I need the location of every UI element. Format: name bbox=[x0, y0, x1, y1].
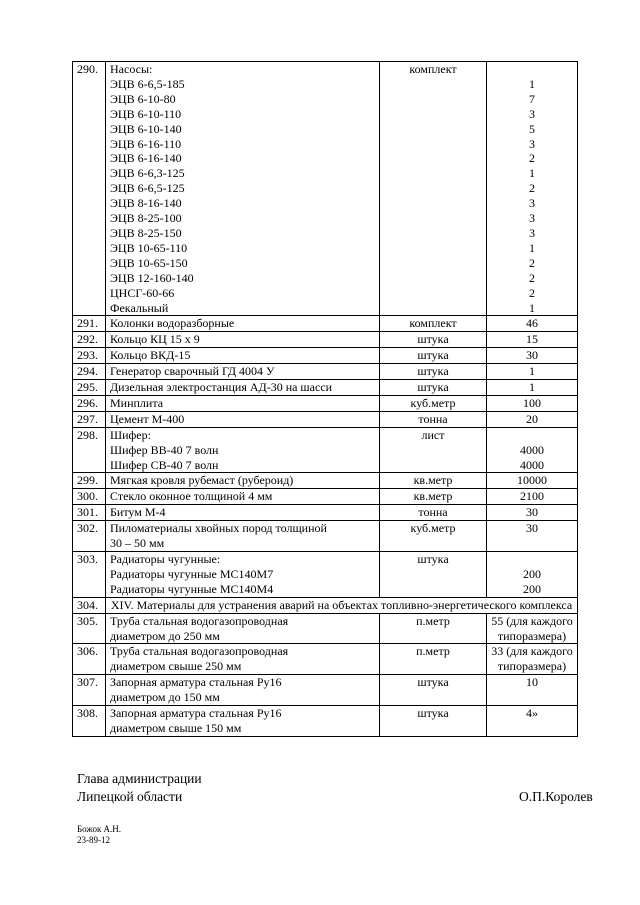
table-row bbox=[73, 521, 578, 552]
footer-author: Божок А.Н. bbox=[77, 824, 122, 834]
row-number: 296. bbox=[73, 395, 106, 411]
item-unit: тонна bbox=[380, 411, 487, 427]
table-row bbox=[73, 332, 578, 348]
item-quantity-line: 1 bbox=[529, 364, 535, 379]
item-quantity-line: 30 bbox=[526, 505, 538, 520]
materials-table-body bbox=[73, 62, 578, 737]
item-name-line: диаметром до 150 мм bbox=[110, 690, 220, 705]
item-quantity-line: 3 bbox=[529, 106, 535, 121]
item-quantity bbox=[487, 489, 578, 505]
item-name-line: ЭЦВ 10-65-110 bbox=[110, 240, 188, 255]
table-row bbox=[73, 675, 578, 706]
item-quantity-line: 7 bbox=[529, 91, 535, 106]
item-name-line: Шифер ВВ-40 7 волн bbox=[110, 442, 219, 457]
section-heading: XIV. Материалы для устранения аварий на объектах топливно-энергетического комплекса bbox=[106, 597, 578, 613]
item-unit: лист bbox=[380, 427, 487, 473]
table-row bbox=[73, 505, 578, 521]
table-row bbox=[73, 552, 578, 598]
item-quantity-line: 1 bbox=[529, 76, 535, 91]
item-name bbox=[106, 706, 380, 737]
item-name-line: ЭЦВ 8-25-100 bbox=[110, 211, 182, 226]
signature-title bbox=[77, 770, 202, 806]
item-quantity-line: 2 bbox=[529, 255, 535, 270]
table-row bbox=[73, 597, 578, 613]
item-name-line: ЭЦВ 8-25-150 bbox=[110, 225, 182, 240]
item-quantity bbox=[487, 706, 578, 737]
item-name-line: Колонки водоразборные bbox=[110, 316, 235, 331]
item-name-line: ЭЦВ 10-65-150 bbox=[110, 255, 188, 270]
item-name-line: ЭЦВ 6-10-140 bbox=[110, 121, 182, 136]
item-quantity bbox=[487, 411, 578, 427]
item-quantity bbox=[487, 505, 578, 521]
item-quantity bbox=[487, 395, 578, 411]
row-number: 290. bbox=[73, 62, 106, 316]
item-name-line: Труба стальная водогазопроводная bbox=[110, 613, 289, 628]
table-row bbox=[73, 364, 578, 380]
item-name bbox=[106, 644, 380, 675]
item-quantity-line: 2 bbox=[529, 151, 535, 166]
item-unit: штука bbox=[380, 552, 487, 598]
item-quantity-line: 20 bbox=[526, 411, 538, 426]
item-quantity bbox=[487, 552, 578, 598]
item-name bbox=[106, 364, 380, 380]
item-name-line: ЭЦВ 6-16-110 bbox=[110, 136, 182, 151]
item-quantity-line: 200 bbox=[523, 581, 541, 596]
item-unit: п.метр bbox=[380, 644, 487, 675]
item-name-line: ЭЦВ 6-10-110 bbox=[110, 106, 182, 121]
item-name bbox=[106, 316, 380, 332]
item-unit: п.метр bbox=[380, 613, 487, 644]
item-quantity-line: 4000 bbox=[520, 442, 544, 457]
item-quantity-line: 2 bbox=[529, 285, 535, 300]
item-name bbox=[106, 521, 380, 552]
item-name-line: Дизельная электростанция АД-30 на шасси bbox=[110, 380, 333, 395]
item-quantity-line: 46 bbox=[526, 316, 538, 331]
signature-line2: Липецкой области bbox=[77, 789, 183, 804]
row-number: 308. bbox=[73, 706, 106, 737]
item-name bbox=[106, 473, 380, 489]
item-quantity bbox=[487, 613, 578, 644]
item-unit: комплект bbox=[380, 62, 487, 316]
item-quantity bbox=[487, 380, 578, 396]
item-name-line: диаметром свыше 250 мм bbox=[110, 659, 242, 674]
item-name-line: 30 – 50 мм bbox=[110, 536, 165, 551]
table-row bbox=[73, 316, 578, 332]
item-name-line: Насосы: bbox=[110, 62, 153, 76]
row-number: 300. bbox=[73, 489, 106, 505]
row-number: 304. bbox=[73, 597, 106, 613]
item-quantity-line: 2100 bbox=[520, 489, 544, 504]
item-quantity-line: 100 bbox=[523, 395, 541, 410]
item-name-line: Шифер: bbox=[110, 427, 151, 442]
table-row bbox=[73, 644, 578, 675]
item-name-line: Стекло оконное толщиной 4 мм bbox=[110, 489, 273, 504]
item-name bbox=[106, 505, 380, 521]
item-name bbox=[106, 613, 380, 644]
item-name bbox=[106, 332, 380, 348]
item-name bbox=[106, 489, 380, 505]
item-quantity-line: 2 bbox=[529, 181, 535, 196]
item-name-line: ЭЦВ 6-6,5-125 bbox=[110, 181, 185, 196]
table-row bbox=[73, 380, 578, 396]
item-quantity bbox=[487, 675, 578, 706]
item-quantity bbox=[487, 427, 578, 473]
item-unit: комплект bbox=[380, 316, 487, 332]
item-quantity bbox=[487, 332, 578, 348]
item-name-line: Радиаторы чугунные: bbox=[110, 552, 221, 566]
row-number: 295. bbox=[73, 380, 106, 396]
item-quantity-line: 1 bbox=[529, 300, 535, 315]
item-quantity-line: 55 (для каждого bbox=[491, 613, 573, 628]
item-name bbox=[106, 427, 380, 473]
item-name-line: Фекальный bbox=[110, 300, 169, 315]
item-name-line: Шифер СВ-40 7 волн bbox=[110, 457, 219, 472]
item-quantity-line: 1 bbox=[529, 240, 535, 255]
item-quantity-line: 3 bbox=[529, 225, 535, 240]
row-number: 301. bbox=[73, 505, 106, 521]
item-quantity-line bbox=[491, 428, 573, 443]
item-quantity-line: 4» bbox=[526, 706, 538, 721]
item-name bbox=[106, 62, 380, 316]
item-quantity bbox=[487, 521, 578, 552]
item-name-line: диаметром до 250 мм bbox=[110, 628, 220, 643]
row-number: 303. bbox=[73, 552, 106, 598]
table-row bbox=[73, 489, 578, 505]
item-quantity-line: 10 bbox=[526, 675, 538, 690]
item-unit: штука bbox=[380, 706, 487, 737]
item-name-line: Радиаторы чугунные МС140М4 bbox=[110, 581, 274, 596]
table-row bbox=[73, 348, 578, 364]
signature-line1: Глава администрации bbox=[77, 771, 202, 786]
row-number: 302. bbox=[73, 521, 106, 552]
table-row bbox=[73, 473, 578, 489]
item-name-line: Битум М-4 bbox=[110, 505, 166, 520]
item-name bbox=[106, 411, 380, 427]
item-name bbox=[106, 395, 380, 411]
item-name-line: Минплита bbox=[110, 395, 164, 410]
row-number: 299. bbox=[73, 473, 106, 489]
item-unit: куб.метр bbox=[380, 521, 487, 552]
item-name-line: Мягкая кровля рубемаст (рубероид) bbox=[110, 473, 294, 488]
item-quantity-line: 1 bbox=[529, 166, 535, 181]
item-name-line: ЦНСГ-60-66 bbox=[110, 285, 175, 300]
item-quantity-line bbox=[491, 552, 573, 567]
item-unit: штука bbox=[380, 348, 487, 364]
item-quantity-line: 3 bbox=[529, 196, 535, 211]
item-quantity-line: 5 bbox=[529, 121, 535, 136]
item-name-line: ЭЦВ 6-6,5-185 bbox=[110, 76, 185, 91]
footer-phone: 23-89-12 bbox=[77, 835, 110, 845]
item-unit: кв.метр bbox=[380, 473, 487, 489]
item-quantity bbox=[487, 644, 578, 675]
row-number: 293. bbox=[73, 348, 106, 364]
item-name bbox=[106, 348, 380, 364]
item-unit: штука bbox=[380, 364, 487, 380]
row-number: 292. bbox=[73, 332, 106, 348]
item-unit: штука bbox=[380, 675, 487, 706]
row-number: 307. bbox=[73, 675, 106, 706]
item-name-line: Кольцо ВКД-15 bbox=[110, 348, 191, 363]
item-quantity-line: 10000 bbox=[517, 473, 547, 488]
item-name bbox=[106, 380, 380, 396]
table-row bbox=[73, 395, 578, 411]
item-quantity bbox=[487, 364, 578, 380]
table-row bbox=[73, 411, 578, 427]
table-row bbox=[73, 62, 578, 316]
row-number: 306. bbox=[73, 644, 106, 675]
item-quantity-line: типоразмера) bbox=[497, 628, 567, 643]
item-quantity-line: 3 bbox=[529, 211, 535, 226]
item-quantity-line: типоразмера) bbox=[497, 659, 567, 674]
item-name-line: ЭЦВ 6-10-80 bbox=[110, 91, 176, 106]
item-quantity bbox=[487, 473, 578, 489]
item-quantity-line: 15 bbox=[526, 332, 538, 347]
item-unit: штука bbox=[380, 332, 487, 348]
row-number: 298. bbox=[73, 427, 106, 473]
item-name-line: Цемент М-400 bbox=[110, 411, 185, 426]
item-quantity-line: 3 bbox=[529, 136, 535, 151]
item-name-line: диаметром свыше 150 мм bbox=[110, 720, 242, 735]
item-unit: куб.метр bbox=[380, 395, 487, 411]
item-unit: тонна bbox=[380, 505, 487, 521]
item-name-line: ЭЦВ 8-16-140 bbox=[110, 196, 182, 211]
item-quantity bbox=[487, 348, 578, 364]
item-name-line: Труба стальная водогазопроводная bbox=[110, 644, 289, 659]
item-name-line: Запорная арматура стальная Ру16 bbox=[110, 675, 282, 690]
item-name-line: Кольцо КЦ 15 х 9 bbox=[110, 332, 200, 347]
item-quantity-line: 2 bbox=[529, 270, 535, 285]
item-quantity-line: 200 bbox=[523, 566, 541, 581]
item-unit: кв.метр bbox=[380, 489, 487, 505]
item-quantity-line: 30 bbox=[526, 521, 538, 536]
item-name-line: Пиломатериалы хвойных пород толщиной bbox=[110, 521, 327, 536]
item-quantity-line: 30 bbox=[526, 348, 538, 363]
item-name-line: ЭЦВ 12-160-140 bbox=[110, 270, 194, 285]
item-unit: штука bbox=[380, 380, 487, 396]
table-row bbox=[73, 427, 578, 473]
item-name-line: ЭЦВ 6-6,3-125 bbox=[110, 166, 185, 181]
materials-table bbox=[72, 61, 578, 737]
item-name-line: ЭЦВ 6-16-140 bbox=[110, 151, 182, 166]
item-name-line: Генератор сварочный ГД 4004 У bbox=[110, 364, 275, 379]
item-quantity-line: 1 bbox=[529, 380, 535, 395]
item-quantity bbox=[487, 62, 578, 316]
item-name bbox=[106, 675, 380, 706]
item-name bbox=[106, 552, 380, 598]
item-quantity-line: 4000 bbox=[520, 457, 544, 472]
row-number: 305. bbox=[73, 613, 106, 644]
table-row bbox=[73, 613, 578, 644]
row-number: 291. bbox=[73, 316, 106, 332]
item-quantity bbox=[487, 316, 578, 332]
item-name-line: Радиаторы чугунные МС140М7 bbox=[110, 566, 274, 581]
item-quantity-line: 33 (для каждого bbox=[491, 644, 573, 659]
signature-name: О.П.Королев bbox=[519, 789, 593, 804]
item-name-line: Запорная арматура стальная Ру16 bbox=[110, 706, 282, 721]
table-row bbox=[73, 706, 578, 737]
row-number: 297. bbox=[73, 411, 106, 427]
footer-contact bbox=[77, 824, 121, 846]
row-number: 294. bbox=[73, 364, 106, 380]
item-quantity-line bbox=[491, 62, 573, 77]
